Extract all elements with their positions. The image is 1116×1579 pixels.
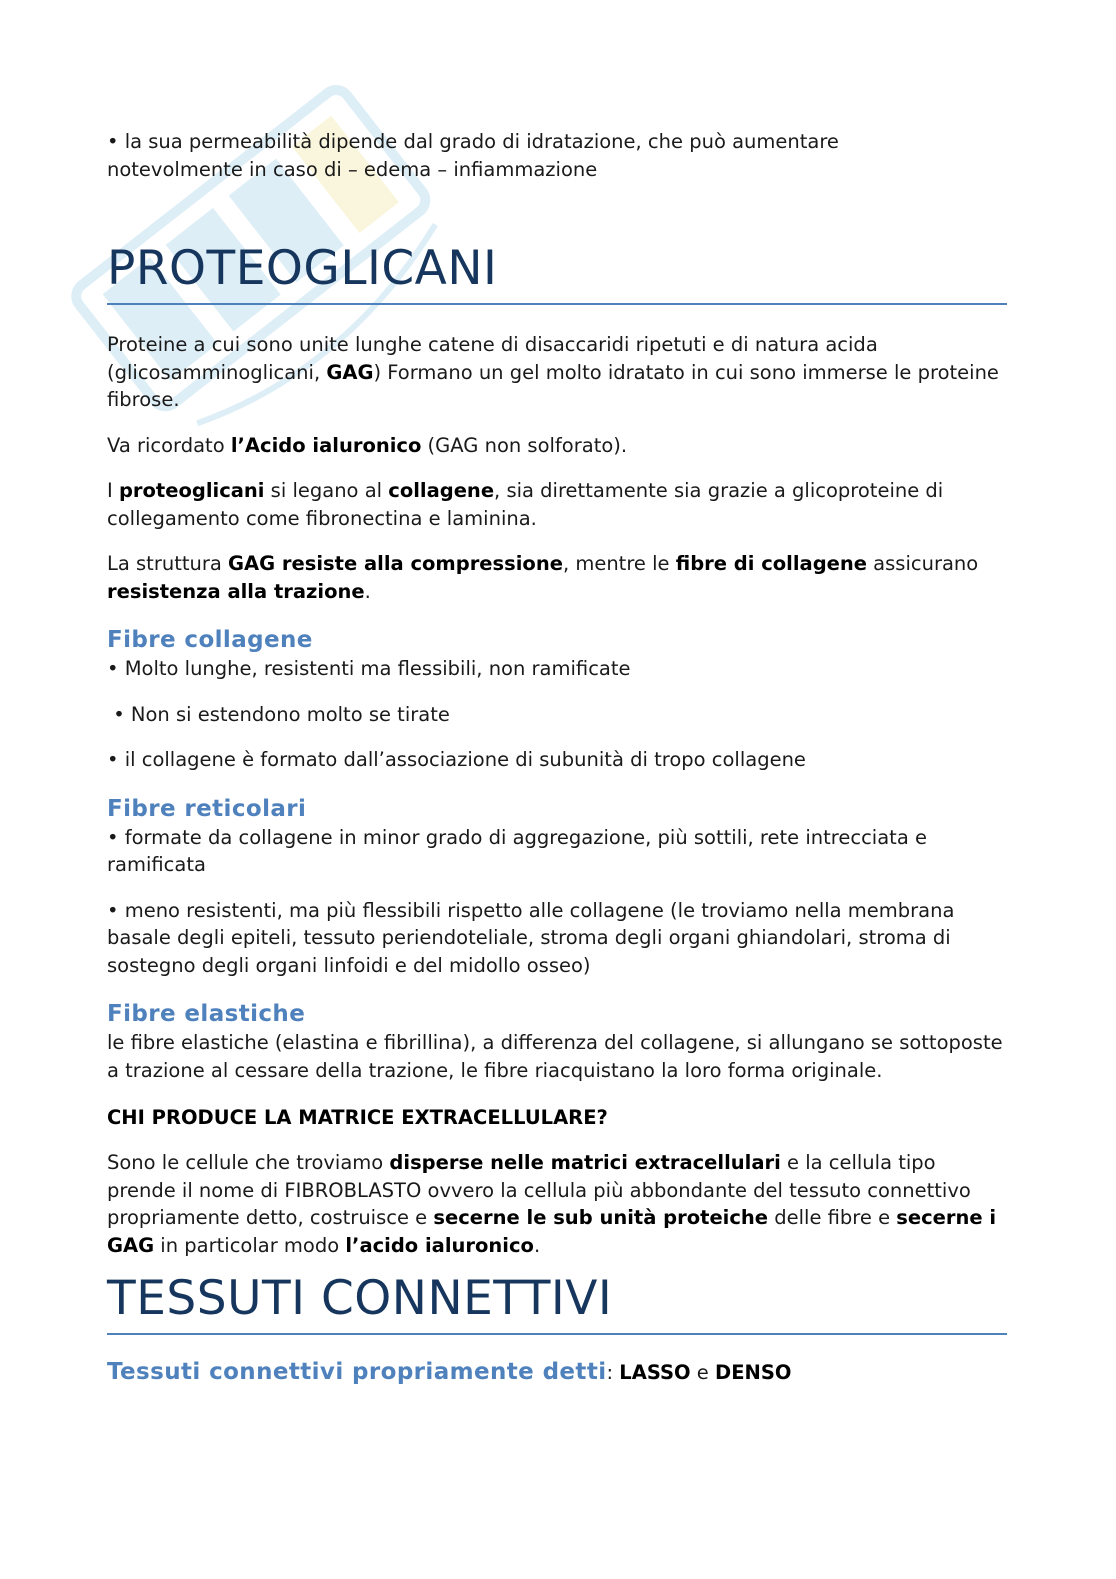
- list-item: • Molto lunghe, resistenti ma flessibili, non ramificate: [107, 657, 631, 680]
- subheading-fibre-collagene: Fibre collagene: [107, 627, 313, 653]
- section-rule: [107, 1333, 1007, 1335]
- subheading-tessuti-propriamente-detti: Tessuti connettivi propriamente detti: LASSO e DENSO: [107, 1359, 792, 1385]
- paragraph-fibroblasto: Sono le cellule che troviamo disperse nelle matrici extracellulari e la cellula tipo prende il nome di FIBROBLASTO ovvero la cellula più abbondante del tessuto connettivo propriamente detto, costruisce e secerne le sub unità proteiche delle fibre e secerne i GAG in particolar modo l’acido ialuronico.: [107, 1151, 997, 1257]
- intro-line-2: notevolmente in caso di – edema – infiammazione: [107, 157, 598, 181]
- list-item: • meno resistenti, ma più flessibili rispetto alle collagene (le troviamo nella membrana basale degli epiteli, tessuto periendoteliale, stroma degli organi ghiandolari, stroma di sostegno degli organi linfoidi e del midollo osseo): [107, 898, 955, 977]
- section-title-tessuti-connettivi: TESSUTI CONNETTIVI: [107, 1271, 613, 1326]
- subheading-fibre-elastiche: Fibre elastiche: [107, 1001, 306, 1027]
- paragraph-fibre-elastiche: le fibre elastiche (elastina e fibrillina), a differenza del collagene, si allungano se sottoposte a trazione al cessare della trazione, le fibre riacquistano la loro forma originale.: [107, 1031, 1003, 1082]
- list-item: • Non si estendono molto se tirate: [107, 702, 450, 726]
- question-heading: CHI PRODUCE LA MATRICE EXTRACELLULARE?: [107, 1106, 608, 1129]
- list-item: • il collagene è formato dall’associazione di subunità di tropo collagene: [107, 748, 806, 771]
- paragraph-legame-collagene: I proteoglicani si legano al collagene, sia direttamente sia grazie a glicoproteine di collegamento come fibronectina e laminina.: [107, 479, 944, 530]
- intro-line-1: • la sua permeabilità dipende dal grado di idratazione, che può aumentare: [107, 130, 839, 153]
- section-title-proteoglicani: PROTEOGLICANI: [107, 241, 498, 296]
- document-page: [107, 128, 1007, 1405]
- paragraph-proteine: Proteine a cui sono unite lunghe catene di disaccaridi ripetuti e di natura acida (glicosamminoglicani, GAG) Formano un gel molto idratato in cui sono immerse le proteine fibrose.: [107, 333, 999, 411]
- paragraph-struttura-gag: La struttura GAG resiste alla compressione, mentre le fibre di collagene assicurano resistenza alla trazione.: [107, 552, 979, 603]
- paragraph-acido-ialuronico: Va ricordato l’Acido ialuronico (GAG non solforato).: [107, 433, 628, 457]
- subheading-fibre-reticolari: Fibre reticolari: [107, 795, 307, 822]
- list-item: • formate da collagene in minor grado di aggregazione, più sottili, rete intrecciata e ramificata: [107, 825, 927, 876]
- section-rule: [107, 303, 1007, 305]
